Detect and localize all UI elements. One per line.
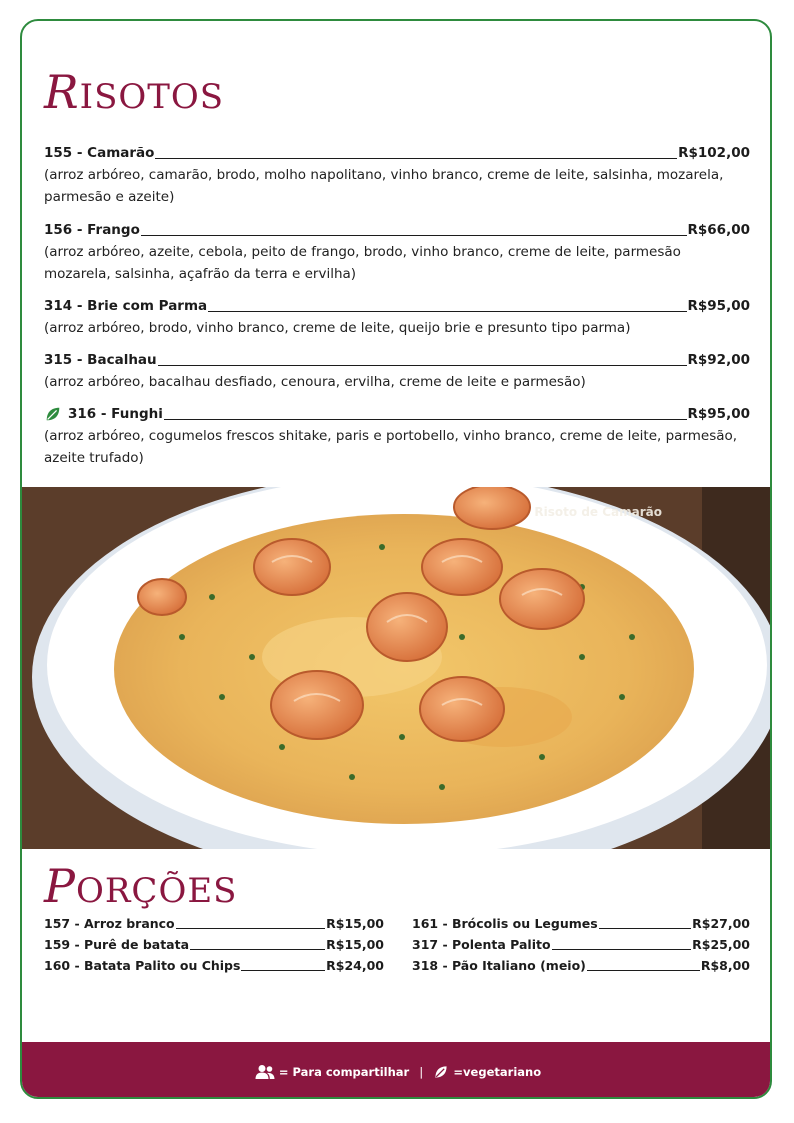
portion-price: R$25,00 (692, 937, 750, 952)
item-name: 315 - Bacalhau (44, 352, 157, 368)
porcoes-left-column (44, 916, 384, 979)
dotted-leader (599, 928, 691, 929)
portion-item (44, 916, 384, 931)
item-description: (arroz arbóreo, brodo, vinho branco, creme de leite, queijo brie e presunto tipo parma) (44, 320, 631, 336)
item-name: 156 - Frango (44, 222, 140, 238)
porcoes-title-rest: ORÇÕES (75, 871, 238, 911)
risotos-title-rest: ISOTOS (79, 77, 225, 117)
portion-price: R$15,00 (326, 916, 384, 931)
item-price: R$92,00 (687, 352, 750, 368)
portion-name: 160 - Batata Palito ou Chips (44, 958, 241, 973)
item-name-wrap (44, 405, 163, 423)
porcoes-title (44, 859, 237, 913)
menu-item (44, 222, 750, 285)
item-name: 316 - Funghi (68, 406, 163, 422)
item-price: R$66,00 (687, 222, 750, 238)
legend-footer (22, 1042, 772, 1099)
item-description: (arroz arbóreo, bacalhau desfiado, cenoura, ervilha, creme de leite e parmesão) (44, 374, 586, 390)
share-legend-label: = Para compartilhar (278, 1064, 410, 1079)
item-description: (arroz arbóreo, azeite, cebola, peito de frango, brodo, vinho branco, creme de leite, parmesão mozarela, salsinha, açafrão da terra e ervilha) (44, 244, 681, 282)
portion-name: 157 - Arroz branco (44, 916, 175, 931)
portion-price: R$15,00 (326, 937, 384, 952)
dotted-leader (164, 419, 687, 420)
portion-name: 318 - Pão Italiano (meio) (412, 958, 586, 973)
dotted-leader (155, 158, 677, 159)
portion-name: 159 - Purê de batata (44, 937, 190, 952)
porcoes-right-column (412, 916, 750, 979)
portion-price: R$27,00 (692, 916, 750, 931)
item-name: 314 - Brie com Parma (44, 298, 208, 314)
photo-caption: Risoto de Camarão (534, 505, 662, 519)
dotted-leader (158, 365, 687, 366)
people-icon (255, 1064, 275, 1080)
dotted-leader (176, 928, 325, 929)
portion-item (44, 937, 384, 952)
item-price: R$102,00 (678, 145, 750, 161)
dotted-leader (241, 970, 325, 971)
legend-separator: | (419, 1064, 424, 1079)
portion-name: 161 - Brócolis ou Legumes (412, 916, 598, 931)
dotted-leader (208, 311, 686, 312)
portion-price: R$24,00 (326, 958, 384, 973)
dotted-leader (552, 949, 692, 950)
item-description: (arroz arbóreo, cogumelos frescos shitake, paris e portobello, vinho branco, creme de leite, parmesão, azeite trufado) (44, 428, 738, 466)
item-price: R$95,00 (687, 298, 750, 314)
risotos-title-initial: R (44, 65, 80, 119)
menu-item (44, 145, 750, 208)
risotto-illustration (22, 487, 772, 849)
menu-item (44, 352, 750, 393)
dotted-leader (190, 949, 325, 950)
item-name: 155 - Camarão (44, 145, 155, 161)
leaf-icon (433, 1064, 449, 1080)
portion-item (412, 916, 750, 931)
portion-item (412, 937, 750, 952)
item-price: R$95,00 (687, 406, 750, 422)
menu-page (20, 19, 772, 1099)
portion-name: 317 - Polenta Palito (412, 937, 551, 952)
item-description: (arroz arbóreo, camarão, brodo, molho napolitano, vinho branco, creme de leite, salsinha, mozarela, parmesão e azeite) (44, 167, 724, 205)
portion-item (412, 958, 750, 973)
portion-item (44, 958, 384, 973)
risotos-title (44, 65, 224, 119)
dotted-leader (587, 970, 700, 971)
porcoes-title-initial: P (44, 859, 76, 913)
menu-item (44, 405, 750, 469)
portion-price: R$8,00 (700, 958, 750, 973)
dotted-leader (141, 235, 687, 236)
menu-item (44, 298, 750, 339)
vegetarian-legend-label: =vegetariano (453, 1064, 542, 1079)
risotto-photo (22, 487, 772, 849)
leaf-icon (44, 405, 62, 423)
